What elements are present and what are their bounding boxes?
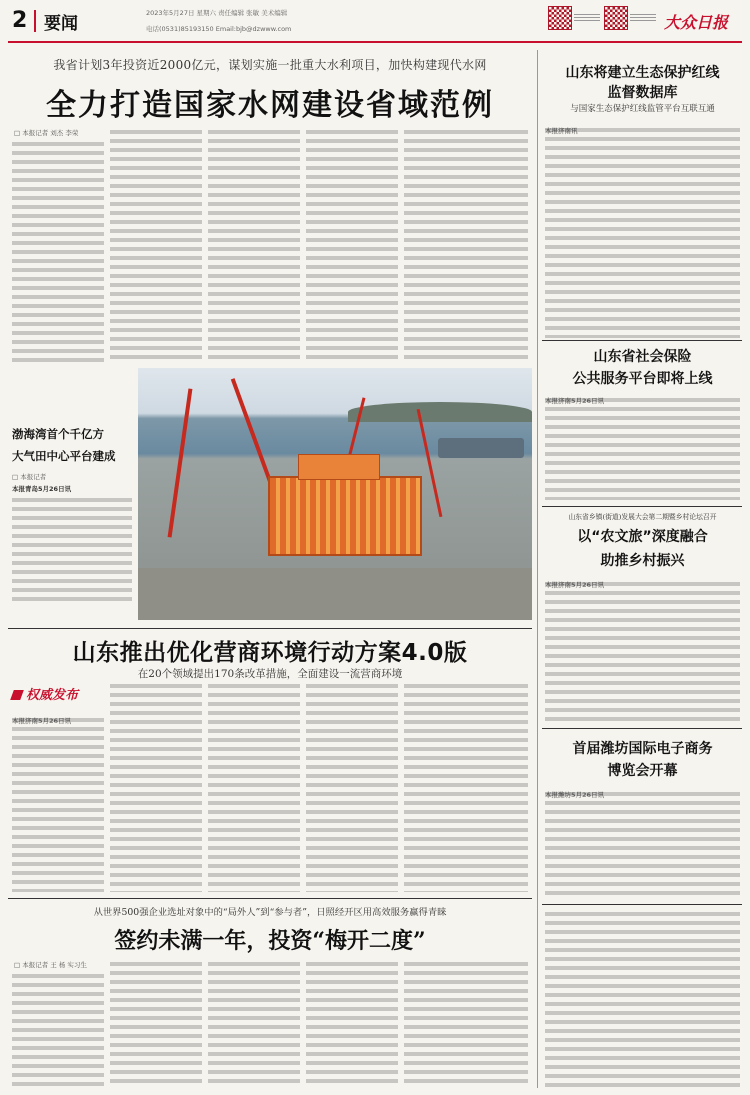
water-headline: 全力打造国家水网建设省域范例	[46, 88, 494, 123]
photo-caption-title-2: 大气田中心平台建成	[12, 449, 116, 463]
tourism-body	[545, 580, 740, 722]
business-dateline: 本报济南5月26日讯	[12, 717, 72, 725]
rule-insurance-tourism	[542, 506, 742, 507]
rule-expo-end	[542, 904, 742, 905]
news-photo-offshore-platform	[138, 368, 532, 620]
newspaper-logo: 大众日报	[664, 13, 729, 32]
page-header	[0, 0, 750, 44]
rule-tourism-expo	[542, 728, 742, 729]
rule-business-rizhao	[8, 898, 532, 899]
page-number: 2	[12, 8, 28, 33]
tourism-kicker: 山东省乡镇(街道)发展大会第二期暨乡村论坛召开	[568, 513, 717, 521]
rizhao-headline: 签约未满一年，投资“梅开二度”	[114, 928, 426, 954]
tourism-headline-2: 助推乡村振兴	[600, 553, 685, 569]
water-kicker: 我省计划3年投资近2000亿元，谋划实施一批重大水利项目，加快构建现代水网	[53, 58, 487, 72]
rizhao-kicker: 从世界500强企业选址对象中的“局外人”到“参与者”，日照经开区用高效服务赢得青睐	[93, 907, 447, 918]
dock-vessel	[438, 438, 524, 458]
distant-hills	[348, 402, 532, 422]
business-body-col5	[404, 682, 528, 892]
shipyard-ground	[138, 568, 532, 620]
water-body-col5	[404, 128, 528, 362]
expo-body	[545, 790, 740, 898]
photo-caption-dateline: 本报青岛5月26日讯	[12, 485, 72, 493]
business-body-col4	[306, 682, 398, 892]
expo-headline-1: 首届潍坊国际电子商务	[572, 741, 713, 757]
platform-deck	[268, 476, 422, 556]
authority-release-badge	[12, 684, 108, 702]
page-number-rule	[34, 10, 36, 32]
rizhao-body-col4	[306, 960, 398, 1088]
insurance-headline-2: 公共服务平台即将上线	[572, 371, 713, 387]
meta-line-1: 2023年5月27日 星期六 责任编辑 张敏 美术编辑	[146, 9, 288, 17]
water-body-col1	[12, 140, 104, 362]
tourism-headline-1: 以“农文旅”深度融合	[577, 529, 708, 545]
rizhao-body-col3	[208, 960, 300, 1088]
insurance-headline-1: 山东省社会保险	[593, 349, 692, 365]
tourism-dateline: 本报济南5月26日讯	[545, 581, 605, 589]
ecology-subhead: 与国家生态保护红线监管平台互联互通	[570, 104, 715, 114]
badge-text: 权威发布	[26, 688, 79, 703]
rule-ecology-insurance	[542, 340, 742, 341]
water-body-col4	[306, 128, 398, 362]
ecology-headline-2: 监督数据库	[607, 85, 678, 101]
platform-top	[298, 454, 380, 480]
insurance-dateline: 本报济南5月26日讯	[545, 397, 605, 405]
crane-1	[168, 388, 193, 537]
business-body-col3	[208, 682, 300, 892]
photo-caption-title-1: 渤海湾首个千亿方	[12, 427, 104, 441]
badge-bar	[10, 690, 24, 700]
business-subhead: 在20个领域提出170条改革措施，全面建设一流营商环境	[137, 668, 403, 680]
water-body-col2	[110, 128, 202, 362]
qr-label-1	[574, 12, 600, 22]
water-body-col3	[208, 128, 300, 362]
photo-caption-box	[12, 426, 132, 620]
header-rule	[8, 41, 742, 43]
rizhao-body-col1	[12, 972, 104, 1088]
rizhao-body-col5	[404, 960, 528, 1088]
right-bottom-body	[545, 910, 740, 1088]
meta-line-2: 电话(0531)85193150 Email:bjb@dzwww.com	[146, 25, 292, 33]
right-column-divider	[537, 50, 538, 1088]
qr-code-1	[548, 6, 572, 30]
qr-label-2	[630, 12, 656, 22]
photo-caption-byline: □ 本报记者	[12, 473, 47, 481]
ecology-headline-1: 山东将建立生态保护红线	[565, 65, 720, 81]
expo-headline-2: 博览会开幕	[607, 763, 678, 779]
rizhao-byline: □ 本报记者 王 杨 实习生	[14, 961, 87, 969]
insurance-body	[545, 396, 740, 500]
ecology-body	[545, 126, 740, 338]
qr-code-2	[604, 6, 628, 30]
rizhao-body-col2	[110, 960, 202, 1088]
ecology-dateline: 本报济南讯	[545, 127, 578, 135]
business-body-col2	[110, 682, 202, 892]
expo-dateline: 本报潍坊5月26日讯	[545, 791, 605, 799]
water-byline: □ 本报记者 刘杰 李荣	[14, 129, 79, 137]
business-headline: 山东推出优化营商环境行动方案4.0版	[72, 640, 468, 666]
business-body-col1	[12, 716, 104, 892]
section-name: 要闻	[44, 14, 78, 34]
photo-caption-body	[12, 496, 132, 604]
rule-photo-business	[8, 628, 532, 629]
